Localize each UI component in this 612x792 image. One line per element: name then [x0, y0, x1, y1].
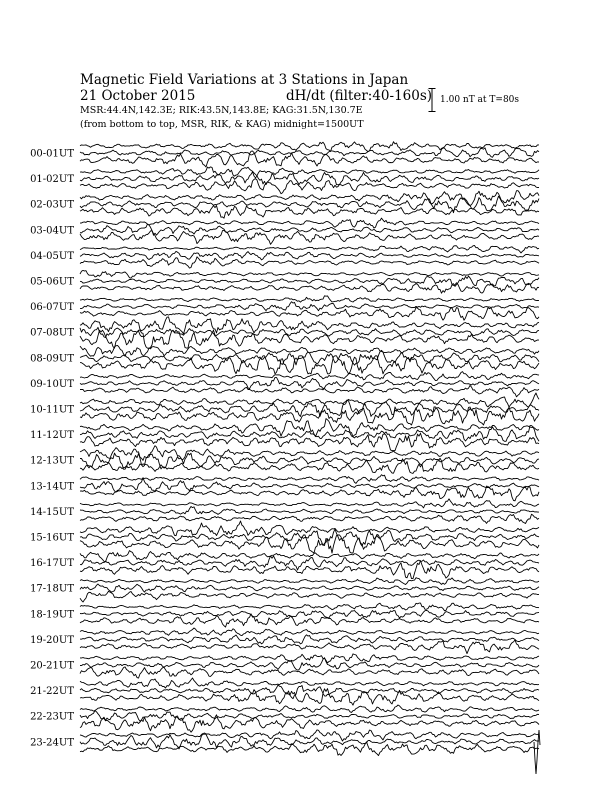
hour-label: 14-15UT — [30, 506, 74, 518]
trace-rik — [80, 635, 539, 644]
trace-msr — [80, 514, 539, 523]
hour-label: 18-19UT — [30, 609, 74, 621]
trace-kag — [80, 218, 539, 228]
trace-msr — [80, 206, 539, 219]
trace-kag — [80, 551, 539, 562]
trace-kag — [80, 603, 539, 611]
hour-label: 10-11UT — [30, 404, 74, 416]
trace-rik — [80, 251, 539, 260]
trace-rik — [80, 276, 539, 286]
chart-title: Magnetic Field Variations at 3 Stations in Japan — [80, 72, 409, 88]
hour-label: 06-07UT — [30, 302, 74, 314]
trace-kag — [80, 270, 539, 278]
trace-rik — [80, 610, 539, 618]
hour-label: 12-13UT — [30, 455, 74, 467]
hour-label: 13-14UT — [30, 481, 74, 493]
trace-kag — [80, 246, 539, 253]
station-order-note: (from bottom to top, MSR, RIK, & KAG) midnight=1500UT — [80, 119, 364, 130]
trace-msr — [80, 151, 539, 167]
hour-label: 05-06UT — [30, 276, 74, 288]
trace-rik — [80, 196, 539, 213]
hour-label: 00-01UT — [30, 148, 74, 160]
trace-rik — [80, 734, 539, 749]
trace-msr — [80, 307, 539, 320]
trace-msr — [80, 614, 539, 627]
chart-quantity: dH/dt (filter:40-160s) — [286, 88, 433, 104]
hour-label: 11-12UT — [30, 430, 74, 442]
trace-msr — [80, 591, 539, 602]
hour-label: 17-18UT — [30, 583, 74, 595]
trace-kag — [80, 475, 539, 484]
trace-kag — [80, 167, 539, 176]
trace-kag — [80, 654, 539, 663]
trace-kag — [80, 345, 539, 356]
hour-label: 09-10UT — [30, 378, 74, 390]
trace-msr — [80, 385, 539, 396]
trace-rik — [80, 148, 539, 158]
trace-kag — [80, 678, 539, 688]
chart-date: 21 October 2015 — [80, 88, 196, 104]
station-coordinates: MSR:44.4N,142.3E; RIK:43.5N,143.8E; KAG:31.5N,130.7E — [80, 105, 363, 116]
hour-label: 21-22UT — [30, 686, 74, 698]
hour-label: 04-05UT — [30, 250, 74, 262]
hour-label: 19-20UT — [30, 634, 74, 646]
trace-spike — [534, 730, 540, 774]
trace-kag — [80, 705, 539, 712]
trace-kag — [80, 499, 539, 508]
trace-rik — [80, 507, 539, 515]
hour-label: 16-17UT — [30, 558, 74, 570]
trace-kag — [80, 393, 539, 407]
hour-label: 23-24UT — [30, 737, 74, 749]
trace-msr — [80, 283, 539, 294]
trace-msr — [80, 486, 539, 501]
hour-label: 22-23UT — [30, 711, 74, 723]
hour-label: 15-16UT — [30, 532, 74, 544]
trace-rik — [80, 302, 539, 311]
trace-kag — [80, 521, 539, 536]
trace-rik — [80, 377, 539, 388]
hour-label: 03-04UT — [30, 225, 74, 237]
trace-kag — [80, 296, 539, 302]
trace-kag — [80, 419, 539, 437]
hour-label: 01-02UT — [30, 174, 74, 186]
scale-label: 1.00 nT at T=80s — [440, 95, 520, 105]
trace-kag — [80, 628, 539, 636]
trace-msr — [80, 640, 539, 654]
hour-label: 20-21UT — [30, 660, 74, 672]
trace-kag — [80, 446, 539, 461]
hour-label: 08-09UT — [30, 353, 74, 365]
trace-kag — [80, 142, 539, 152]
trace-msr — [80, 230, 539, 244]
trace-msr — [80, 742, 539, 756]
trace-msr — [80, 257, 539, 268]
hour-label: 07-08UT — [30, 327, 74, 339]
trace-rik — [80, 584, 539, 592]
trace-msr — [80, 179, 539, 194]
trace-msr — [80, 667, 539, 678]
trace-kag — [80, 578, 539, 585]
trace-msr — [80, 433, 539, 450]
hour-label: 02-03UT — [30, 199, 74, 211]
